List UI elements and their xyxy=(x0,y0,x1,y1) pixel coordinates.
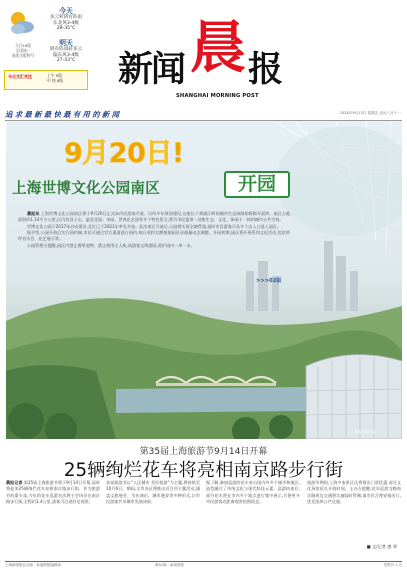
photo-credit: 视觉 顾小雨 xyxy=(354,429,376,434)
continued-link[interactable]: >>>02版 xyxy=(256,278,282,284)
page-footer xyxy=(5,563,402,571)
slogan-bar xyxy=(0,108,407,120)
edition-info xyxy=(8,43,38,58)
weather-tomorrow-line: 阴有阵雨转多云 xyxy=(49,47,83,52)
story-paragraph: 世博文化公园于2017年启动建设,北区已于2021年率先开放。此次南区开放后,公园将实现全域贯通,届时市民游客可从多个出入口进入园区。 xyxy=(27,223,281,229)
promo-box[interactable] xyxy=(4,70,88,90)
promo-item: 中 热 8版 xyxy=(47,78,64,83)
headline-main: 上海世博文化公园南区 xyxy=(12,181,160,197)
article-text: 第35届上海旅游节将于9月14日开幕,届时将迎来25辆绚烂花车亮相南京路步行街。作为旅游节的重头戏,今年的花车巡游首次将主会场设在南京路步行街,全程约1.4公里,游客可沿途驻足观赏。 xyxy=(6,480,100,504)
weather-today xyxy=(40,7,92,32)
feature-image[interactable] xyxy=(6,121,402,439)
article-column xyxy=(6,480,100,505)
weather-tomorrow-line: 27-33℃ xyxy=(56,58,76,64)
headline-badge: 开园 xyxy=(224,171,290,198)
headline-date: 9月20日! xyxy=(64,138,184,169)
article-byline: 晨报记者 xyxy=(6,480,23,485)
weather-today-label: 今天 xyxy=(59,7,73,15)
weather-tomorrow xyxy=(40,39,92,64)
article-column: 旅游节期间,上海多家景区还将推出门票优惠,部分文化场馆延长开放时间。主办方提醒,花车巡游当晚南京路周边交通将实施临时管制,请市民合理安排出行,优先选择公共交通。 xyxy=(307,480,401,504)
article-column: 本届旅游节以“人民城市 美好旅游”为主题,将持续至10月6日。期间,全市各区将推出近百项主题活动,涵盖文旅展会、节庆演出、城市漫步等多种形式,让市民游客共享城市发展成果。 xyxy=(106,480,200,504)
weather-box xyxy=(4,3,96,67)
article-body xyxy=(6,480,402,558)
partly-cloudy-icon xyxy=(6,7,36,45)
edition-line: 连续出版物号 xyxy=(11,53,35,58)
reporter-credit: ■ 文/记者 唐 琴 xyxy=(366,544,397,549)
story-text: 上海世博文化公园南区将于9月20日正式向市民游客开放。历经多年规划建设,这座位于黄浦江畔的城市生态绿肺即将揭开面纱。南区占地面积约1.14平方公里,区内有双子山、温室花园、申园、世界花艺园等多个特色景点,将为市民提供一处集生态、文化、休闲于一体的城市公共空间。 xyxy=(18,211,291,223)
slogan: 追求最新最快最有用的新闻 xyxy=(5,110,122,119)
logo-part-chen: 晨 xyxy=(190,15,246,81)
footer-right: 零售价 1 元 xyxy=(383,563,402,567)
article-column: 据了解,参加巡游的花车来自国内外多个城市和地区,造型融合了传统文化与现代科技元素。巡游结束后,部分花车将在市内多个地点进行集中展示,方便更多市民游客近距离观赏拍照留念。 xyxy=(206,480,300,504)
weather-today-line: 28-35℃ xyxy=(56,26,76,32)
logo-english: SHANGHAI MORNING POST xyxy=(176,93,259,99)
weather-today-line: 东北风3-4级 xyxy=(53,20,79,26)
story-paragraph: 公园管理方提醒,园区内禁止携带宠物、禁止使用无人机,请游客文明游园,爱护园内一草一木。 xyxy=(27,242,195,248)
article-kicker: 第35届上海旅游节9月14日开幕 xyxy=(139,447,268,457)
promo-list xyxy=(47,73,85,83)
footer-left: 上海新闻报业出版 · 新闻晨报编辑部 xyxy=(5,563,61,567)
weather-tomorrow-line: 偏东风3-4级 xyxy=(53,52,79,58)
footer-rule xyxy=(5,561,402,562)
promo-title: 今日文汇关注 xyxy=(8,74,32,79)
edition-line: 全国统一 xyxy=(15,48,31,53)
promo-item: 上午 9版 xyxy=(47,73,63,78)
story-byline: 晨报讯 xyxy=(27,211,40,216)
story-paragraph xyxy=(18,211,290,224)
edition-line: 今日16版 xyxy=(14,43,32,48)
article-title[interactable]: 25辆绚烂花车将亮相南京路步行街 xyxy=(63,460,344,481)
weather-today-line: 多云转阴有阵雨 xyxy=(49,15,83,20)
masthead xyxy=(0,0,407,118)
logo-part-xinwen: 新闻 xyxy=(118,49,185,90)
story-paragraph: 据介绍,公园开放后实行预约制,市民可通过官方渠道进行预约,每日预约名额根据园区承载量动态调整。开园初期,园区将开展系列文化活动,包括草坪音乐会、花艺展示等。 xyxy=(18,230,290,242)
feature-story xyxy=(18,211,290,249)
footer-mid: 第A1版 · 新闻晨报 xyxy=(155,563,184,567)
logo-part-bao: 报 xyxy=(248,49,284,90)
issue-info: 2024年9月13日 星期五 农历八月十一 xyxy=(339,111,401,115)
weather-tomorrow-label: 明天 xyxy=(59,39,73,47)
